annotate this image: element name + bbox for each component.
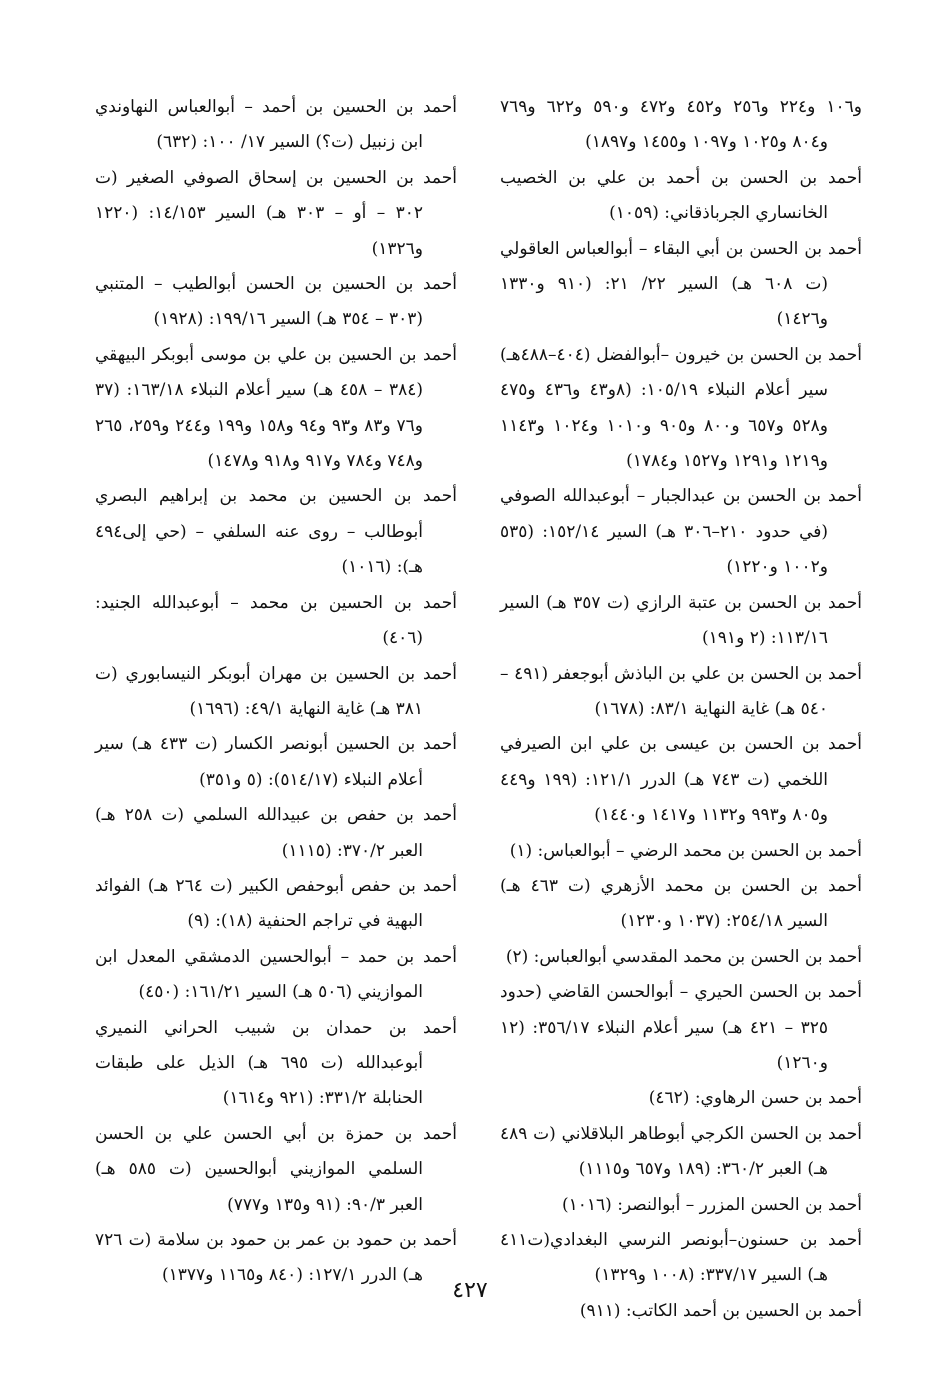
index-entry: أحمد بن حفص أبوحفص الكبير (ت ٢٦٤ هـ) الفوائد البهية في تراجم الحنفية (١٨): (٩) — [95, 875, 457, 932]
index-entry: أحمد بن الحسين بن الحسن أبوالطيب – المتنبي (٣٠٣ – ٣٥٤ هـ) السير ١٩٩/١٦: (١٩٢٨) — [95, 274, 457, 330]
index-entry: و١٠٦ و٢٢٤ و٢٥٦ و٤٥٢ و٤٧٢ و٥٩٠ و٦٢٢ و٧٦٩ و٨٠٤ و١٠٢٥ و١٠٩٧ و١٤٥٥ و١٨٩٧) — [500, 97, 862, 153]
index-entry: أحمد بن الحسن بن محمد المقدسي أبوالعباس: (٢) — [505, 946, 862, 967]
index-entry: أحمد بن الحسن بن محمد الرضي – أبوالعباس: (١) — [509, 840, 862, 861]
index-entry: أحمد بن الحسن بن خيرون –أبوالفضل (٤٠٤–٤٨٨هـ) سير أعلام النبلاء ١٠٥/١٩: (٨و٤٣ و٤٣٦ و٤٧٥ و٥٢٨ و٦٥٧ و٨٠٠ و٩٠٥ و١٠١٠ و١٠٢٤ و١١٤٣ و١٢١٩ و١٢٩١ و١٥٢٧ و١٧٨٤) — [500, 344, 862, 472]
index-entry: أحمد بن الحسن بن عيسى بن علي ابن الصيرفي اللخمي (ت ٧٤٣ هـ) الدرر ١٢١/١: (١٩٩ و٤٤٩ و٨٠٥ و٩٩٣ و١١٣٢ و١٤١٧ و١٤٤٠) — [500, 734, 862, 826]
index-entry: أحمد بن الحسين بن علي بن موسى أبوبكر البيهقي (٣٨٤ – ٤٥٨ هـ) سير أعلام النبلاء ١٦٣/١٨: (٣٧ و٧٦ و٨٣ و٩٣ و٩٤ و١٥٨ و١٩٩ و٢٤٤ و٢٥٩، ٢٦٥ و٧٤٨ و٧٨٤ و٩١٧ و٩١٨ و١٤٧٨) — [95, 344, 457, 472]
index-column-right — [500, 90, 862, 1329]
index-entry: أحمد بن الحسن بن عبدالجبار – أبوعبدالله الصوفي (في حدود ٢١٠–٣٠٦ هـ) السير ١٥٢/١٤: (٥٣٥ و١٠٠٢ و١٢٢٠) — [500, 486, 862, 578]
index-entry: أحمد بن حمد – أبوالحسين الدمشقي المعدل ابن الموازيني (٥٠٦ هـ) السير ١٦١/٢١: (٤٥٠) — [95, 946, 457, 1003]
index-entry: أحمد بن الحسين بن إسحاق الصوفي الصغير (ت ٣٠٢ – أو – ٣٠٣ هـ) السير ١٤/١٥٣: (١٢٢٠ و١٣٢٦) — [95, 167, 457, 259]
index-entry: أحمد بن حمدان بن شبيب الحراني النميري أبوعبدالله (ت ٦٩٥ هـ) الذيل على طبقات الحنابلة ٣٣١/٢: (٩٢١ و١٦١٤) — [95, 1017, 457, 1109]
index-entry: أحمد بن حسن الرهاوي: (٤٦٢) — [648, 1088, 862, 1109]
index-entry: أحمد بن حمود بن عمر بن حمود بن سلامة (ت ٧٢٦ هـ) الدرر ١٢٧/١: (٨٤٠ و١١٦٥ و١٣٧٧) — [95, 1230, 457, 1286]
index-entry: أحمد بن الحسين بن محمد بن إبراهيم البصري أبوطالب – روى عنه السلفي – (حي إلى٤٩٤ هـ): (١٠١٦) — [95, 486, 457, 578]
index-entry: أحمد بن الحسن بن علي بن الباذش أبوجعفر (٤٩١ – ٥٤٠ هـ) غاية النهاية ٨٣/١: (١٦٧٨) — [500, 663, 863, 719]
index-entry: أحمد بن الحسين بن أحمد الكاتب: (٩١١) — [579, 1300, 862, 1321]
index-entry: أحمد بن الحسن بن أبي البقاء – أبوالعباس العاقولي (ت ٦٠٨ هـ) السير ٢٢/ ٢١: (٩١٠ و١٣٣٠ و١٤٢٦) — [500, 238, 862, 330]
index-entry: أحمد بن الحسن بن أحمد بن علي بن الخصيب الخانساري الجرباذقاني: (١٠٥٩) — [500, 167, 862, 224]
index-entry: أحمد بن الحسن الحيري – أبوالحسن القاضي (حدود ٣٢٥ – ٤٢١ هـ) سير أعلام النبلاء ٣٥٦/١٧: (١٢ و١٢٦٠) — [500, 982, 862, 1073]
index-entry: أحمد بن الحسن بن محمد الأزهري (ت ٤٦٣ هـ) السير ٢٥٤/١٨: (١٠٣٧ و١٢٣٠) — [500, 875, 862, 932]
index-entry: أحمد بن الحسن المزرر – أبوالنصر: (١٠١٦) — [561, 1194, 862, 1215]
index-column-left — [95, 90, 457, 1294]
page-number: ٤٢٧ — [452, 1278, 488, 1303]
index-entry: أحمد بن حسنون–أبونصر النرسي البغدادي(ت٤١١ هـ) السير ٣٣٧/١٧: (١٠٠٨ و١٣٢٩) — [500, 1230, 862, 1286]
index-entry: أحمد بن الحسين أبونصر الكسار (ت ٤٣٣ هـ) سير أعلام النبلاء (٥١٤/١٧): (٥ و٣٥١) — [95, 734, 457, 790]
index-entry: أحمد بن الحسن بن عتبة الرازي (ت ٣٥٧ هـ) السير ١١٣/١٦: (٢ و١٩١) — [500, 592, 862, 649]
index-entry: أحمد بن حمزة بن أبي الحسن علي بن الحسن السلمي الموازيني أبوالحسين (ت ٥٨٥ هـ) العبر ٩٠/٣: (٩١ و١٣٥ و٧٧٧) — [95, 1123, 457, 1215]
index-entry: أحمد بن الحسن الكرجي أبوطاهر البلاقلاني (ت ٤٨٩ هـ) العبر ٣٦٠/٢: (١٨٩ و٦٥٧ و١١١٥) — [500, 1123, 862, 1180]
index-entry: أحمد بن الحسين بن أحمد – أبوالعباس النهاوندي ابن زنبيل (ت؟) السير ١٧/ ١٠٠: (٦٣٢) — [95, 97, 457, 153]
index-entry: أحمد بن الحسين بن محمد – أبوعبدالله الجنيد: (٤٠٦) — [95, 592, 457, 649]
index-entry: أحمد بن حفص بن عبيدالله السلمي (ت ٢٥٨ هـ) العبر ٣٧٠/٢: (١١١٥) — [95, 805, 457, 861]
index-entry: أحمد بن الحسين بن مهران أبوبكر النيسابوري (ت ٣٨١ هـ) غاية النهاية ٤٩/١: (١٦٩٦) — [95, 663, 457, 719]
